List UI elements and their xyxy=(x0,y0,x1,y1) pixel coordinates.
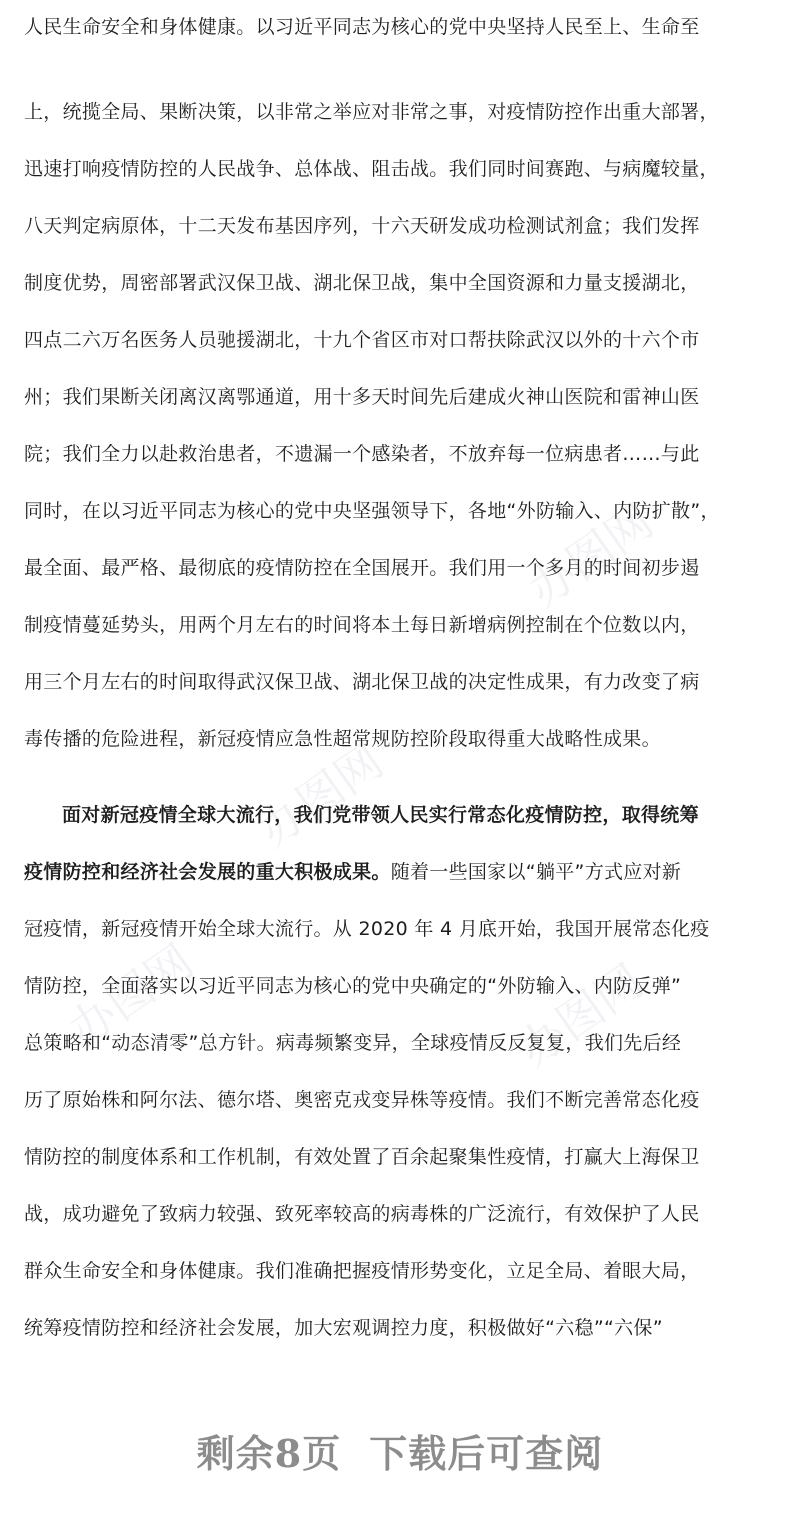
watermark: 办图网 xyxy=(58,933,203,1058)
text-line: 最全面、最严格、最彻底的疫情防控在全国展开。我们用一个多月的时间初步遏 xyxy=(24,557,700,579)
text-line: 人民生命安全和身体健康。以习近平同志为核心的党中央坚持人民至上、生命至 xyxy=(24,16,700,38)
text-line: 院；我们全力以赴救治患者，不遗漏一个感染者，不放弃每一位病患者……与此 xyxy=(24,443,700,465)
text-line: 同时，在以习近平同志为核心的党中央坚强领导下，各地“外防输入、内防扩散”， xyxy=(24,500,720,522)
watermark: 办图网 xyxy=(518,493,663,618)
text-line: 疫情防控和经济社会发展的重大积极成果。随着一些国家以“躺平”方式应对新 xyxy=(24,861,682,883)
bold-heading-text: 疫情防控和经济社会发展的重大积极成果。 xyxy=(24,861,391,883)
text-line: 州；我们果断关闭离汉离鄂通道，用十多天时间先后建成火神山医院和雷神山医 xyxy=(24,386,700,408)
text-line: 八天判定病原体，十二天发布基因序列，十六天研发成功检测试剂盒；我们发挥 xyxy=(24,215,700,237)
text-line: 制疫情蔓延势头，用两个月左右的时间将本土每日新增病例控制在个位数以内， xyxy=(24,614,700,636)
text-line: 四点二六万名医务人员驰援湖北，十九个省区市对口帮扶除武汉以外的十六个市 xyxy=(24,329,700,351)
text-line: 情防控的制度体系和工作机制，有效处置了百余起聚集性疫情，打赢大上海保卫 xyxy=(24,1146,700,1168)
text-line: 群众生命安全和身体健康。我们准确把握疫情形势变化，立足全局、着眼大局， xyxy=(24,1260,700,1282)
download-prompt[interactable] xyxy=(0,1426,800,1482)
watermark: 办图网 xyxy=(248,733,393,858)
text-line: 制度优势，周密部署武汉保卫战、湖北保卫战，集中全国资源和力量支援湖北， xyxy=(24,272,700,294)
text-line xyxy=(62,800,784,830)
text-line: 冠疫情，新冠疫情开始全球大流行。从 2020 年 4 月底开始，我国开展常态化疫 xyxy=(24,918,710,940)
bold-heading-text: 面对新冠疫情全球大流行，我们党带领人民实行常态化疫情防控，取得统筹 xyxy=(62,804,699,826)
text-line: 用三个月左右的时间取得武汉保卫战、湖北保卫战的决定性成果，有力改变了病 xyxy=(24,671,700,693)
text-line: 战，成功避免了致病力较强、致死率较高的病毒株的广泛流行，有效保护了人民 xyxy=(24,1203,700,1225)
remaining-pages-text: 剩余8页 xyxy=(196,1431,342,1476)
text-line: 统筹疫情防控和经济社会发展，加大宏观调控力度，积极做好“六稳”“六保” xyxy=(24,1317,663,1339)
text-line: 情防控，全面落实以习近平同志为核心的党中央确定的“外防输入、内防反弹” xyxy=(24,975,682,997)
text-line: 总策略和“动态清零”总方针。病毒频繁变异，全球疫情反反复复，我们先后经 xyxy=(24,1032,682,1054)
text-line: 历了原始株和阿尔法、德尔塔、奥密克戎变异株等疫情。我们不断完善常态化疫 xyxy=(24,1089,700,1111)
download-to-view-text[interactable]: 下载后可查阅 xyxy=(369,1431,604,1476)
watermark: 办图网 xyxy=(508,953,653,1078)
text-line: 上，统揽全局、果断决策，以非常之举应对非常之事，对疫情防控作出重大部署， xyxy=(24,101,719,123)
text-line: 迅速打响疫情防控的人民战争、总体战、阻击战。我们同时间赛跑、与病魔较量， xyxy=(24,158,719,180)
text-line: 毒传播的危险进程，新冠疫情应急性超常规防控阶段取得重大战略性成果。 xyxy=(24,728,661,750)
